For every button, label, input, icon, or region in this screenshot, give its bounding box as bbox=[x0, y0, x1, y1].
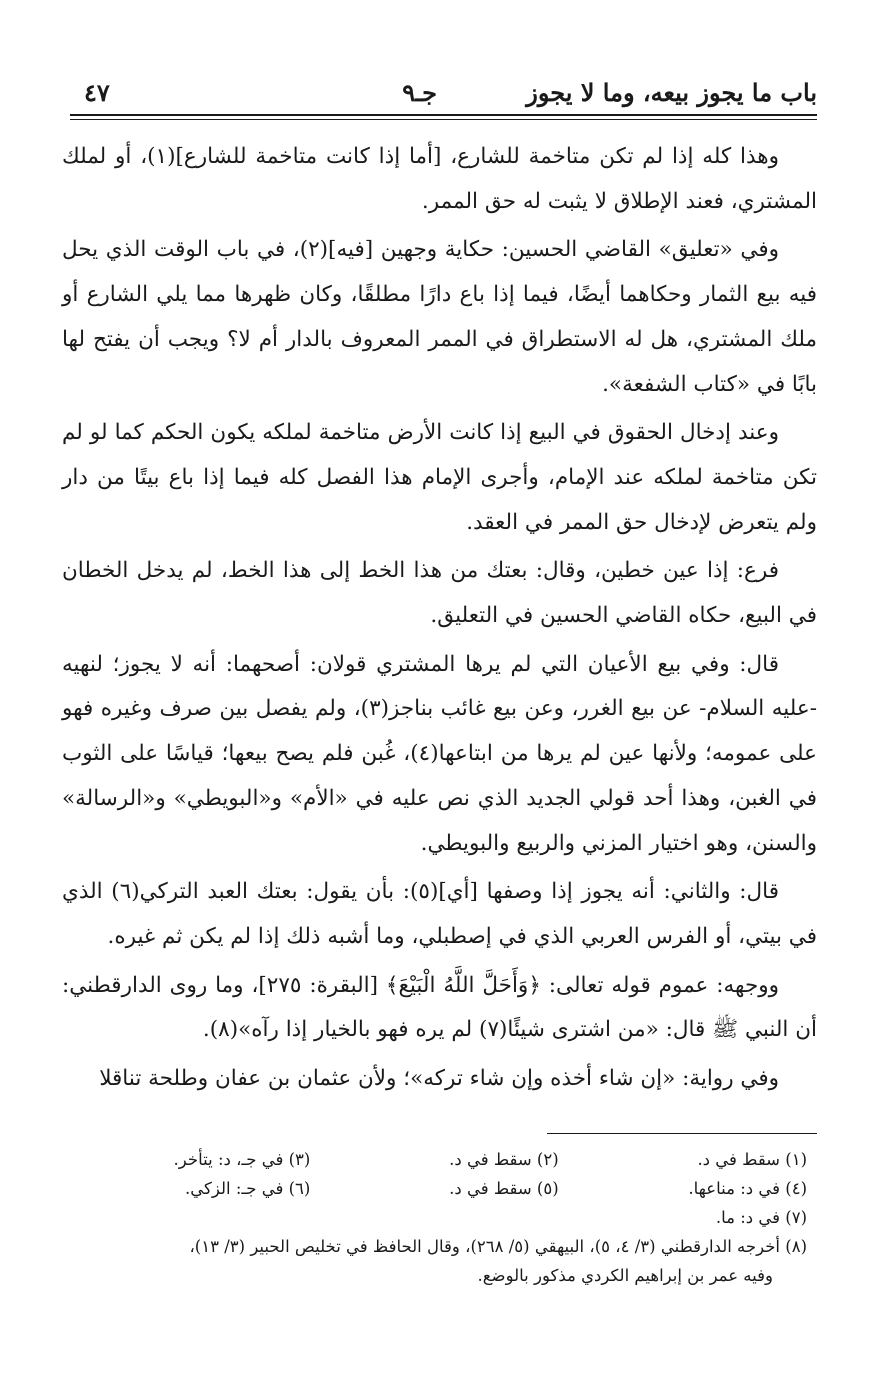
footnote: (٥) سقط في د. bbox=[449, 1179, 559, 1198]
footnote-row bbox=[62, 1203, 807, 1232]
main-text bbox=[62, 135, 817, 1106]
footnote: (١) سقط في د. bbox=[697, 1150, 807, 1169]
header-rule-thin bbox=[70, 119, 817, 120]
footnote: (٤) في د: مناعها. bbox=[688, 1179, 807, 1198]
page-header bbox=[84, 72, 817, 112]
footnote-row bbox=[62, 1145, 807, 1174]
page-number: ٤٧ bbox=[84, 78, 110, 107]
footnote: (٧) في د: ما. bbox=[715, 1208, 807, 1227]
footnotes bbox=[62, 1145, 807, 1290]
paragraph: وفي «تعليق» القاضي الحسين: حكاية وجهين [فيه](٢)، في باب الوقت الذي يحل فيه بيع الثمار وحكاهما أيضًا، فيما إذا باع دارًا مطلقًا، وكان ظهرها مما يلي الشارع أو ملك المشتري، هل له الاستطراق في الممر المعروف بالدار أم لا؟ ويجب أن يفتح لها بابًا في «كتاب الشفعة». bbox=[62, 237, 817, 397]
paragraph: ووجهه: عموم قوله تعالى: ﴿وَأَحَلَّ اللَّهُ الْبَيْعَ﴾ [البقرة: ٢٧٥]، وما روى الدارقطني: أن النبي ﷺ قال: «من اشترى شيئًا(٧) لم يره فهو بالخيار إذا رآه»(٨). bbox=[62, 972, 817, 1043]
header-rule-thick bbox=[70, 114, 817, 116]
paragraph: فرع: إذا عين خطين، وقال: بعتك من هذا الخط إلى هذا الخط، لم يدخل الخطان في البيع، حكاه القاضي الحسين في التعليق. bbox=[62, 558, 817, 629]
paragraph: وعند إدخال الحقوق في البيع إذا كانت الأرض متاخمة لملكه يكون الحكم كما لو لم تكن متاخمة لملكه عند الإمام، وأجرى الإمام هذا الفصل كله فيما إذا باع بيتًا من دار ولم يتعرض لإدخال حق الممر في العقد. bbox=[62, 420, 817, 535]
paragraph: قال: والثاني: أنه يجوز إذا وصفها [أي](٥): بأن يقول: بعتك العبد التركي(٦) الذي في بيتي، أو الفرس العربي الذي في إصطبلي، وما أشبه ذلك إذا لم يكن ثم غيره. bbox=[62, 879, 817, 949]
footnote-row bbox=[62, 1174, 807, 1203]
footnote: (٣) في جـ، د: يتأخر. bbox=[173, 1150, 311, 1169]
footnote-long-continuation: وفيه عمر بن إبراهيم الكردي مذكور بالوضع. bbox=[477, 1266, 773, 1285]
footnote-long: (٨) أخرجه الدارقطني (٣/ ٤، ٥)، البيهقي (٥/ ٢٦٨)، وقال الحافظ في تخليص الحبير (٣/ ١٣)، bbox=[189, 1237, 807, 1256]
paragraph: قال: وفي بيع الأعيان التي لم يرها المشتري قولان: أصحهما: أنه لا يجوز؛ لنهيه -عليه السلام- عن بيع الغرر، وعن بيع غائب بناجز(٣)، ولم يفصل بين صرف وغيره فهو على عمومه؛ ولأنها عين لم يرها من ابتاعها(٤)، غُبن فلم يصح بيعها؛ قياسًا على الثوب في الغبن، وهذا أحد قولي الجديد الذي نص عليه في «الأم» و«البويطي» و«الرسالة» والسنن، وهو اختيار المزني والربيع والبويطي. bbox=[62, 651, 817, 856]
volume-label: جـ٩ bbox=[402, 78, 437, 107]
footnote: (٢) سقط في د. bbox=[449, 1150, 559, 1169]
footnote: (٦) في جـ: الزكي. bbox=[185, 1179, 311, 1198]
paragraph: وهذا كله إذا لم تكن متاخمة للشارع، [أما إذا كانت متاخمة للشارع](١)، أو لملك المشتري، فعند الإطلاق لا يثبت له حق الممر. bbox=[62, 144, 817, 214]
chapter-title: باب ما يجوز بيعه، وما لا يجوز bbox=[526, 78, 817, 107]
footnote-separator bbox=[547, 1133, 817, 1134]
paragraph: وفي رواية: «إن شاء أخذه وإن شاء تركه»؛ ولأن عثمان بن عفان وطلحة تناقلا bbox=[99, 1066, 779, 1092]
